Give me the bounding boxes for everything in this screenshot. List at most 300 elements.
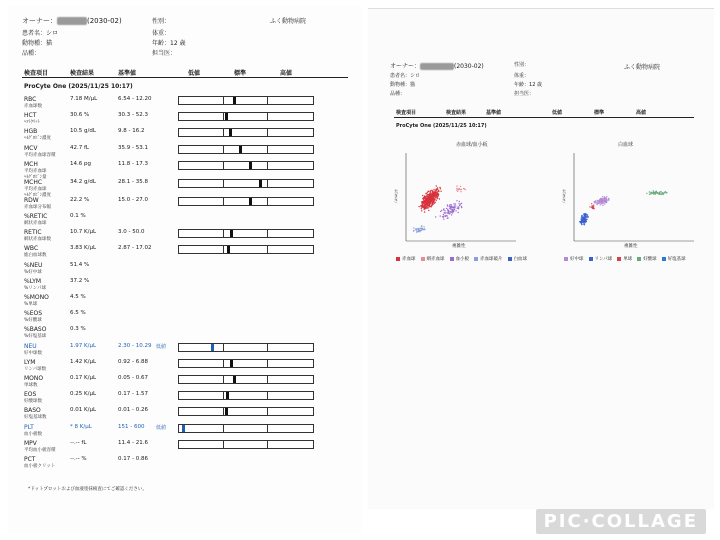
gauge-divider	[223, 246, 224, 253]
scatter-dot	[416, 229, 417, 230]
scatter-dot	[443, 209, 444, 210]
test-value: 30.6 %	[70, 112, 90, 119]
scatter-dot	[461, 206, 462, 207]
scatter-dot	[447, 212, 448, 213]
result-row-rbc	[8, 96, 362, 110]
result-row-plt	[8, 424, 362, 438]
scatter-dot	[435, 216, 436, 217]
scatter-dot	[433, 200, 434, 201]
result-row-wbc	[8, 245, 362, 259]
scatter-dot	[437, 198, 438, 199]
legend-label: 白血球	[513, 257, 527, 262]
result-row-rdw	[8, 197, 362, 211]
range-gauge	[178, 161, 314, 170]
col-low: 低値	[188, 70, 201, 77]
gauge-divider	[267, 129, 268, 136]
gauge-marker	[249, 162, 252, 169]
scatter-dot	[600, 199, 601, 200]
vet-label: 担当医：	[152, 50, 177, 57]
result-row-pct-lym	[8, 278, 362, 292]
scatter-dot	[432, 198, 433, 199]
scatter-dot	[427, 202, 428, 203]
scatter-dot	[428, 199, 429, 200]
scatter-dot	[434, 198, 435, 199]
gauge-divider	[267, 246, 268, 253]
gauge-divider	[223, 198, 224, 205]
gauge-divider	[267, 198, 268, 205]
test-name: PLT	[24, 423, 34, 431]
scatter-dot	[422, 205, 423, 206]
scatter-dot	[456, 200, 457, 201]
result-row-pct-eos	[8, 310, 362, 324]
scatter-dot	[593, 206, 594, 207]
scatter-dot	[649, 191, 650, 192]
legend-item	[617, 257, 632, 262]
test-name-jp: %リンパ球	[24, 285, 46, 291]
scatter-dot	[450, 204, 451, 205]
test-value: 51.4 %	[70, 261, 90, 268]
report-page-left	[8, 6, 362, 534]
result-row-pct-baso	[8, 326, 362, 340]
scatter-dot	[426, 208, 427, 209]
reference-range: 0.05 - 0.67	[118, 375, 148, 381]
scatter-dot	[653, 193, 654, 194]
hospital-name: ふく動物病院	[270, 18, 307, 25]
scatter-dot	[586, 214, 587, 215]
scatter-dot	[437, 189, 438, 190]
result-row-retic	[8, 229, 362, 243]
test-name: WBC	[24, 245, 39, 253]
rbc-plot-title: 赤血球/血小板	[456, 142, 488, 148]
result-row-baso	[8, 407, 362, 421]
col-result: 検査結果	[70, 70, 95, 77]
breed-label: 品種：	[22, 50, 41, 57]
legend-item	[662, 257, 686, 262]
range-gauge	[178, 96, 314, 105]
result-row-mcv	[8, 145, 362, 159]
low-flag: 低値	[156, 343, 167, 350]
scatter-dot	[458, 212, 459, 213]
test-name: MONO	[24, 375, 44, 382]
scatter-dot	[437, 195, 438, 196]
test-name-jp: 平均赤血球 ﾍﾓｸﾞﾛﾋﾞﾝ量	[24, 168, 47, 180]
scatter-dot	[413, 227, 414, 228]
col-normal-right: 標準	[594, 110, 605, 116]
reference-range: 3.0 - 50.0	[118, 229, 145, 236]
scatter-dot	[426, 206, 427, 207]
scatter-dot	[429, 205, 430, 206]
reference-range: 2.87 - 17.02	[118, 245, 152, 252]
test-name: %RETIC	[24, 213, 48, 220]
scatter-dot	[585, 221, 586, 222]
gauge-divider	[267, 113, 268, 120]
gauge-marker	[233, 376, 236, 383]
age-value-right: 12 歳	[529, 82, 542, 88]
gauge-divider	[223, 129, 224, 136]
scatter-dot	[423, 199, 424, 200]
scatter-dot	[434, 193, 435, 194]
gauge-marker	[230, 230, 233, 237]
test-value: 0.1 %	[70, 213, 86, 219]
gauge-divider	[267, 360, 268, 367]
scatter-dot	[594, 201, 595, 202]
legend-label: 好塩基球	[667, 257, 686, 262]
range-gauge	[178, 128, 314, 137]
scatter-dot	[416, 231, 417, 232]
species-line-right	[390, 81, 415, 88]
gauge-divider	[223, 360, 224, 367]
scatter-dot	[431, 206, 432, 207]
redacted-owner	[57, 17, 87, 25]
scatter-dot	[448, 210, 449, 211]
scatter-dot	[436, 185, 437, 186]
test-name-jp: 総白血球数	[24, 253, 47, 259]
scatter-dot	[655, 194, 656, 195]
test-value: --.-- fL	[70, 439, 87, 446]
scatter-dot	[594, 202, 595, 203]
gauge-divider	[223, 162, 224, 169]
species-value: 猫	[46, 40, 53, 47]
gauge-divider	[267, 97, 268, 104]
scatter-dot	[440, 215, 441, 216]
gauge-divider	[267, 441, 268, 448]
test-value: * 8 K/µL	[70, 423, 92, 430]
scatter-dot	[583, 221, 584, 222]
test-name-jp: 好酸球数	[24, 399, 42, 405]
gauge-divider	[223, 441, 224, 448]
scatter-dot	[427, 198, 428, 199]
scatter-dot	[433, 192, 434, 193]
reference-range: 35.9 - 53.1	[118, 144, 148, 151]
gauge-divider	[223, 230, 224, 237]
legend-swatch	[564, 257, 568, 261]
scatter-dot	[426, 193, 427, 194]
scatter-dot	[425, 203, 426, 204]
owner-id: (2030-02)	[87, 17, 122, 25]
legend-item	[637, 257, 657, 262]
gauge-marker	[225, 113, 228, 120]
scatter-dot	[427, 192, 428, 193]
scatter-dot	[455, 203, 456, 204]
scatter-dot	[433, 195, 434, 196]
scatter-dot	[453, 207, 454, 208]
test-value: 14.6 pg	[70, 160, 91, 167]
owner-label-right: オーナー：	[390, 63, 421, 70]
legend-label: 単球	[623, 257, 633, 262]
scatter-dot	[597, 201, 598, 202]
test-name: LYM	[24, 358, 36, 366]
test-value: 10.7 K/µL	[70, 229, 97, 236]
test-value: 22.2 %	[70, 196, 90, 203]
test-name: MCH	[24, 160, 38, 168]
scatter-dot	[597, 200, 598, 201]
scatter-dot	[444, 213, 445, 214]
reference-range: 0.17 - 0.86	[118, 456, 148, 462]
scatter-dot	[436, 192, 437, 193]
gauge-marker	[227, 246, 230, 253]
scatter-dot	[429, 197, 430, 198]
test-name-jp: 血小板数	[24, 431, 42, 437]
scatter-dot	[457, 191, 458, 192]
legend-label: 赤血球	[402, 257, 416, 262]
scatter-dot	[421, 208, 422, 209]
result-row-pct	[8, 456, 362, 470]
scatter-dot	[431, 200, 432, 201]
test-name-jp: 好塩基球数	[24, 415, 47, 421]
legend-swatch	[474, 257, 478, 261]
range-gauge	[178, 343, 314, 352]
scatter-dot	[580, 221, 581, 222]
scatter-dot	[584, 218, 585, 219]
scatter-dot	[591, 203, 592, 204]
col-item: 検査項目	[24, 70, 49, 77]
scatter-dot	[428, 210, 429, 211]
scatter-dot	[426, 203, 427, 204]
owner-line-right	[390, 61, 484, 70]
scatter-dot	[420, 205, 421, 206]
legend-item	[421, 257, 445, 262]
test-value: 0.25 K/µL	[70, 391, 97, 398]
species-value-right: 猫	[410, 82, 416, 88]
test-name-jp: 平均赤血球 ﾍﾓｸﾞﾛﾋﾞﾝ濃度	[24, 186, 51, 198]
test-name-jp: ﾍﾓｸﾞﾛﾋﾞﾝ濃度	[24, 136, 51, 142]
scatter-dot	[430, 190, 431, 191]
redacted-owner-right	[420, 63, 454, 70]
col-result-right: 検査結果	[446, 110, 467, 116]
scatter-dot	[413, 230, 414, 231]
patient-line-right	[390, 72, 420, 79]
test-name-jp: %好中球	[24, 269, 42, 275]
scatter-dot	[456, 190, 457, 191]
result-row-pct-neu	[8, 262, 362, 276]
sex-label-right: 性別：	[514, 62, 530, 68]
gauge-divider	[223, 180, 224, 187]
collage-watermark: PIC·COLLAGE	[536, 509, 706, 534]
scatter-dot	[431, 197, 432, 198]
scatter-dot	[460, 204, 461, 205]
scatter-dot	[662, 194, 663, 195]
scatter-dot	[451, 206, 452, 207]
scatter-dot	[600, 204, 601, 205]
scatter-dot	[424, 197, 425, 198]
scatter-dot	[604, 199, 605, 200]
patient-line	[22, 28, 58, 37]
gauge-marker	[211, 344, 214, 351]
col-low-right: 低値	[552, 110, 563, 116]
range-gauge	[178, 197, 314, 206]
scatter-dot	[653, 192, 654, 193]
result-row-neu	[8, 343, 362, 357]
wbc-xlabel: 複雑性	[624, 244, 638, 249]
scatter-dot	[451, 214, 452, 215]
scatter-dot	[581, 218, 582, 219]
scatter-dot	[460, 186, 461, 187]
scatter-dot	[458, 189, 459, 190]
scatter-dot	[423, 226, 424, 227]
reference-range: 6.54 - 12.20	[118, 96, 152, 102]
scatter-dot	[459, 188, 460, 189]
test-name-jp: リンパ球数	[24, 366, 47, 372]
test-value: 7.18 M/µL	[70, 96, 98, 102]
scatter-dot	[425, 207, 426, 208]
reference-range: 151 - 600	[118, 423, 145, 430]
scatter-dot	[430, 195, 431, 196]
scatter-dot	[431, 194, 432, 195]
range-gauge	[178, 359, 314, 368]
report-page-right	[368, 8, 714, 509]
reference-range: 28.1 - 35.8	[118, 178, 148, 185]
gauge-divider	[267, 162, 268, 169]
test-name-jp: %単球	[24, 302, 38, 307]
scatter-dot	[437, 193, 438, 194]
scatter-dot	[604, 197, 605, 198]
reference-range: 11.8 - 17.3	[118, 160, 148, 167]
result-row-lym	[8, 359, 362, 373]
species-line	[22, 38, 52, 47]
weight-label-right: 体重：	[514, 73, 530, 79]
scatter-dot	[432, 202, 433, 203]
scatter-dot	[661, 194, 662, 195]
gauge-marker	[233, 97, 236, 104]
scatter-dot	[582, 222, 583, 223]
scatter-dot	[452, 209, 453, 210]
reference-range: 2.30 - 10.29	[118, 342, 152, 349]
scatter-dot	[448, 211, 449, 212]
test-name-jp: 平均赤血球容積	[24, 152, 56, 158]
scatter-dot	[646, 193, 647, 194]
wbc-dot-cloud	[579, 190, 667, 225]
legend-swatch	[662, 257, 666, 261]
gauge-divider	[223, 425, 224, 432]
legend-swatch	[396, 257, 400, 261]
test-value: 0.3 %	[70, 326, 86, 333]
scatter-dot	[651, 192, 652, 193]
scatter-dot	[449, 213, 450, 214]
legend-label: 好中球	[570, 257, 584, 262]
test-name: %BASO	[24, 326, 47, 334]
legend-swatch	[450, 257, 454, 261]
scatter-dot	[432, 204, 433, 205]
legend-item	[564, 257, 584, 262]
scatter-dot	[461, 207, 462, 208]
patient-name-right: シロ	[410, 73, 421, 79]
test-value: 42.7 fL	[70, 144, 89, 151]
test-name: %LYM	[24, 277, 42, 285]
rbc-scatter-plot	[400, 149, 520, 249]
test-name-jp: 赤血球数	[24, 104, 42, 109]
col-item-right: 検査項目	[396, 110, 417, 116]
test-name-jp: 網状赤血球	[24, 221, 47, 226]
result-row-hct	[8, 112, 362, 126]
scatter-dot	[451, 211, 452, 212]
test-name-jp: 好中球数	[24, 350, 42, 356]
test-name: RDW	[24, 196, 39, 204]
test-name-jp: %好酸球	[24, 318, 42, 324]
col-reference-right: 基準値	[486, 110, 502, 116]
scatter-dot	[605, 201, 606, 202]
scatter-dot	[450, 207, 451, 208]
test-name: %NEU	[24, 261, 43, 269]
test-name-jp: ﾍﾏﾄｸﾘｯﾄ	[24, 120, 40, 126]
scatter-dot	[603, 201, 604, 202]
age-value: 12 歳	[170, 40, 186, 47]
scatter-dot	[589, 206, 590, 207]
scatter-dot	[433, 189, 434, 190]
legend-swatch	[637, 257, 641, 261]
scatter-dot	[421, 230, 422, 231]
species-label: 動物種：	[22, 40, 47, 47]
result-row-pct-mono	[8, 294, 362, 308]
rbc-dot-cloud	[413, 185, 466, 233]
scatter-dot	[454, 205, 455, 206]
scatter-dot	[461, 189, 462, 190]
scatter-dot	[447, 218, 448, 219]
patient-label: 患者名：	[22, 30, 47, 37]
rbc-legend	[396, 255, 536, 264]
range-gauge	[178, 391, 314, 400]
scatter-dot	[461, 203, 462, 204]
scatter-dot	[437, 187, 438, 188]
test-value: 6.5 %	[70, 310, 86, 317]
gauge-marker	[226, 392, 229, 399]
scatter-dot	[595, 200, 596, 201]
scatter-dot	[427, 191, 428, 192]
test-name-jp: 平均血小板容積	[24, 447, 56, 453]
scatter-dot	[418, 206, 419, 207]
range-gauge	[178, 407, 314, 416]
owner-line	[22, 16, 122, 26]
scatter-dot	[465, 189, 466, 190]
owner-id-right: (2030-02)	[454, 63, 484, 70]
age-label-right: 年齢：	[514, 82, 530, 88]
scatter-dot	[422, 195, 423, 196]
test-name-jp: 血小板クリット	[24, 464, 56, 469]
scatter-dot	[605, 197, 606, 198]
scatter-dot	[593, 205, 594, 206]
legend-swatch	[589, 257, 593, 261]
gauge-divider	[267, 408, 268, 415]
reference-range: 30.3 - 52.3	[118, 112, 148, 119]
scatter-dot	[653, 190, 654, 191]
scatter-dot	[431, 205, 432, 206]
scatter-dot	[433, 201, 434, 202]
scatter-dot	[443, 216, 444, 217]
test-name: MPV	[24, 439, 37, 447]
result-row-mch	[8, 160, 362, 180]
scatter-dot	[423, 206, 424, 207]
scatter-dot	[457, 208, 458, 209]
gauge-marker	[230, 360, 233, 367]
rbc-xlabel: 複雑性	[452, 244, 466, 249]
scatter-dot	[596, 202, 597, 203]
test-name: PCT	[24, 456, 36, 463]
legend-label: 血小板	[455, 257, 469, 262]
range-gauge	[178, 375, 314, 384]
scatter-dot	[583, 223, 584, 224]
reference-range: 15.0 - 27.0	[118, 196, 148, 203]
test-value: --.-- %	[70, 456, 87, 462]
test-value: 0.01 K/µL	[70, 407, 97, 414]
scatter-dot	[608, 198, 609, 199]
age-label: 年齢：	[152, 40, 171, 47]
scatter-dot	[581, 219, 582, 220]
range-gauge	[178, 229, 314, 238]
legend-label: リンパ球	[594, 257, 613, 262]
scatter-dot	[440, 188, 441, 189]
result-row-mpv	[8, 440, 362, 454]
scatter-dot	[454, 209, 455, 210]
scatter-dot	[582, 216, 583, 217]
